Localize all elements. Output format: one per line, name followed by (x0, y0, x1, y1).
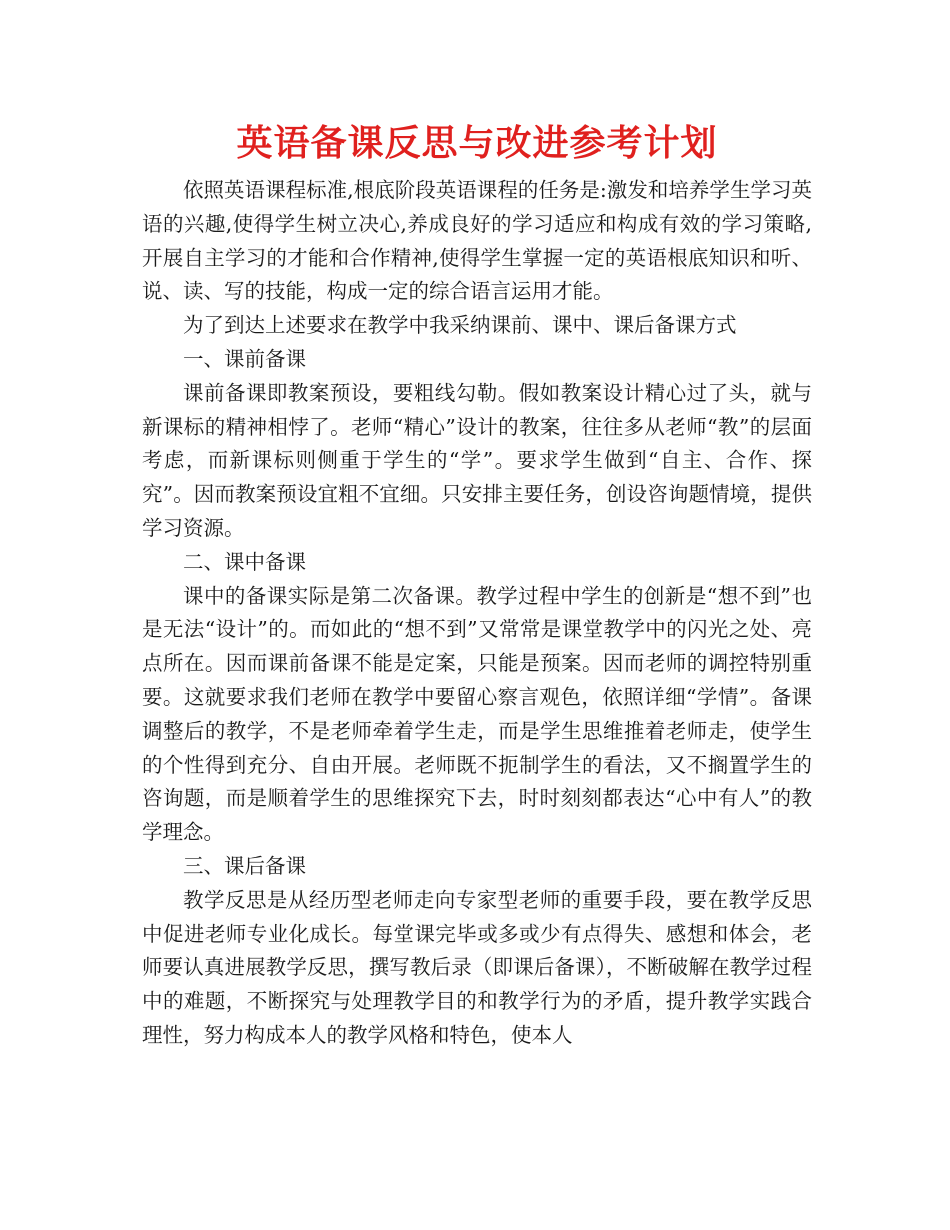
section-heading-post-class: 三、课后备课 (183, 853, 306, 878)
section-heading-pre-class: 一、课前备课 (183, 346, 306, 371)
section-body-in-class: 课中的备课实际是第二次备课。教学过程中学生的创新是“想不到”也是无法“设计”的。而如此的“想不到”又常常是课堂教学中的闪光之处、亮点所在。因而课前备课不能是定案，只能是预案。因而老师的调控特别重要。这就要求我们老师在教学中要留心察言观色，依照详细“学情”。备课调整后的教学，不是老师牵着学生走，而是学生思维推着老师走，使学生的个性得到充分、自由开展。老师既不扼制学生的看法，又不搁置学生的咨询题，而是顺着学生的思维探究下去，时时刻刻都表达“心中有人”的教学理念。 (142, 583, 812, 845)
section-heading-in-class: 二、课中备课 (183, 549, 306, 574)
document-title: 英语备课反思与改进参考计划 (236, 123, 718, 164)
section-body-pre-class: 课前备课即教案预设，要粗线勾勒。假如教案设计精心过了头，就与新课标的精神相悖了。老师“精心”设计的教案，往往多从老师“教”的层面考虑，而新课标则侧重于学生的“学”。要求学生做到“自主、合作、探究”。因而教案预设宜粗不宜细。只安排主要任务，创设咨询题情境，提供学习资源。 (142, 380, 812, 540)
section-body-post-class: 教学反思是从经历型老师走向专家型老师的重要手段，要在教学反思中促进老师专业化成长。每堂课完毕或多或少有点得失、感想和体会，老师要认真进展教学反思，撰写教后录（即课后备课），不断破解在教学过程中的难题，不断探究与处理教学目的和教学行为的矛盾，提升教学实践合理性，努力构成本人的教学风格和特色，使本人 (142, 887, 812, 1047)
intro-paragraph: 依照英语课程标准,根底阶段英语课程的任务是:激发和培养学生学习英语的兴趣,使得学生树立决心,养成良好的学习适应和构成有效的学习策略,开展自主学习的才能和合作精神,使得学生掌握一定的英语根底知识和听、说、读、写的技能，构成一定的综合语言运用才能。 (142, 178, 812, 304)
method-statement: 为了到达上述要求在教学中我采纳课前、课中、课后备课方式 (183, 313, 737, 338)
